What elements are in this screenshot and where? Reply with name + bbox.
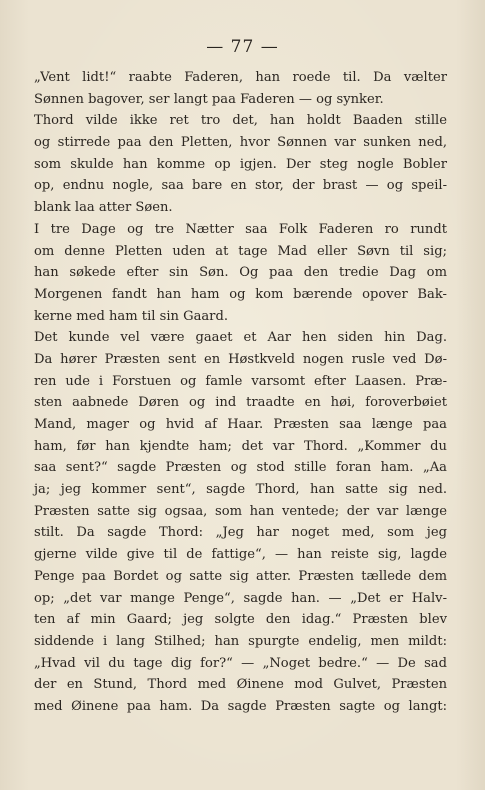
text-line: Mand, mager og hvid af Haar. Præsten saa længe paa xyxy=(34,417,447,432)
text-line: „Vent lidt!“ raabte Faderen, han roede til. Da vælter xyxy=(34,70,447,85)
page-number: — 77 — xyxy=(206,37,279,57)
text-line: han søkede efter sin Søn. Og paa den tredie Dag om xyxy=(34,265,447,281)
text-line: I tre Dage og tre Nætter saa Folk Faderen ro rundt xyxy=(34,221,447,237)
body-text xyxy=(34,67,447,718)
text-line: ja; jeg kommer sent“, sagde Thord, han satte sig ned. xyxy=(34,482,447,498)
text-line: saa sent?“ sagde Præsten og stod stille foran ham. „Aa xyxy=(34,460,447,476)
text-line: sten aabnede Døren og ind traadte en høi, foroverbøiet xyxy=(34,395,447,411)
text-line: om denne Pletten uden at tage Mad eller Søvn til sig; xyxy=(34,243,447,259)
text-line: og stirrede paa den Pletten, hvor Sønnen var sunken ned, xyxy=(34,135,447,151)
text-line: der en Stund, Thord med Øinene mod Gulvet, Præsten xyxy=(34,677,447,693)
text-line: Morgenen fandt han ham og kom bærende opover Bak- xyxy=(34,286,447,302)
text-line: Sønnen bagover, ser langt paa Faderen — og synker. xyxy=(34,91,384,107)
text-line: Det kunde vel være gaaet et Aar hen siden hin Dag. xyxy=(34,330,447,346)
text-line: ten af min Gaard; jeg solgte den idag.“ Præsten blev xyxy=(34,612,447,628)
text-line: stilt. Da sagde Thord: „Jeg har noget med, som jeg xyxy=(34,525,447,541)
text-line: Da hører Præsten sent en Høstkveld nogen rusle ved Dø- xyxy=(34,351,447,367)
text-line: Præsten satte sig ogsaa, som han ventede; der var længe xyxy=(34,503,447,519)
text-line: som skulde han komme op igjen. Der steg nogle Bobler xyxy=(34,156,447,172)
text-line: gjerne vilde give til de fattige“, — han reiste sig, lagde xyxy=(34,547,447,563)
text-line: ham, før han kjendte ham; det var Thord. „Kommer du xyxy=(34,438,447,454)
text-line: med Øinene paa ham. Da sagde Præsten sagte og langt: xyxy=(34,698,447,714)
text-line: op, endnu nogle, saa bare en stor, der brast — og speil- xyxy=(34,178,447,194)
text-line: „Hvad vil du tage dig for?“ — „Noget bedre.“ — De sad xyxy=(34,655,447,671)
text-line: ren ude i Forstuen og famle varsomt efter Laasen. Præ- xyxy=(34,373,447,389)
text-line: siddende i lang Stilhed; han spurgte endelig, men mildt: xyxy=(34,633,447,649)
text-line: op; „det var mange Penge“, sagde han. — „Det er Halv- xyxy=(34,590,447,606)
text-line: Penge paa Bordet og satte sig atter. Præsten tællede dem xyxy=(34,568,447,584)
text-line: blank laa atter Søen. xyxy=(34,200,173,216)
text-line: Thord vilde ikke ret tro det, han holdt Baaden stille xyxy=(34,113,447,129)
text-line: kerne med ham til sin Gaard. xyxy=(34,308,228,324)
